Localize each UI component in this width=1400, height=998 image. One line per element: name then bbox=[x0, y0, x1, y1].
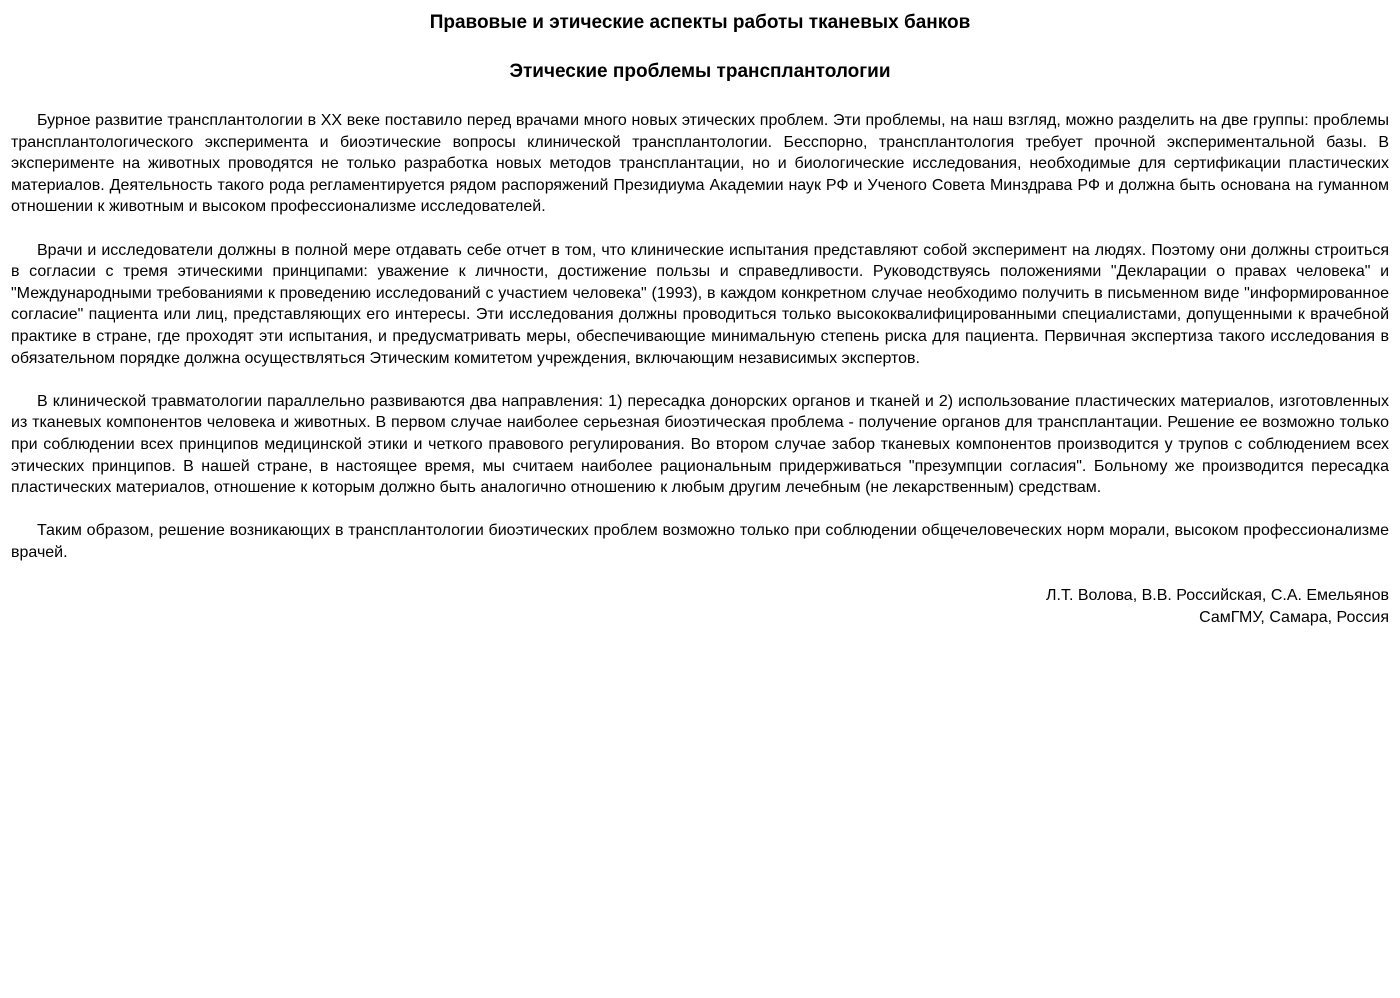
authors-names: Л.Т. Волова, В.В. Российская, С.А. Емельянов bbox=[1046, 587, 1389, 605]
paragraph-conclusion: Таким образом, решение возникающих в трансплантологии биоэтических проблем возможно только при соблюдении общечеловеческих норм морали, высоком профессионализме врачей. bbox=[11, 522, 1389, 561]
authors-block bbox=[11, 585, 1389, 628]
doc-subtitle: Этические проблемы трансплантологии bbox=[509, 61, 891, 82]
paragraph-clinical-trials: Врачи и исследователи должны в полной мере отдавать себе отчет в том, что клинические испытания представляют собой эксперимент на людях. Поэтому они должны строиться в согласии с тремя этическими принципами: уважение к личности, достижение пользы и справедливости. Руководствуясь положениями "Декларации о правах человека" и "Международными требованиями к проведению исследований с участием человека" (1993), в каждом конкретном случае необходимо получить в письменном виде "информированное согласие" пациента или лиц, представляющих его интересы. Эти исследования должны проводиться только высококвалифицированными специалистами, допущенными к врачебной практике в стране, где проходят эти испытания, и предусматривать меры, обеспечивающие минимальную степень риска для пациента. Первичная экспертиза такого исследования в обязательном порядке должна осуществляться Этическим комитетом учреждения, включающим независимых экспертов. bbox=[11, 241, 1389, 367]
paragraph-traumatology: В клинической травматологии параллельно развиваются два направления: 1) пересадка донорских органов и тканей и 2) использование пластических материалов, изготовленных из тканевых компонентов человека и животных. В первом случае наиболее серьезная биоэтическая проблема - получение органов для трансплантации. Решение ее возможно только при соблюдении всех принципов медицинской этики и четкого правового регулирования. Во втором случае забор тканевых компонентов производится у трупов с соблюдением всех этических принципов. В нашей стране, в настоящее время, мы считаем наиболее рациональным придерживаться "презумпции согласия". Больному же производится пересадка пластических материалов, отношение к которым должно быть аналогично отношению к любым другим лечебным (не лекарственным) средствам. bbox=[11, 392, 1389, 497]
paragraph-intro: Бурное развитие трансплантологии в XX веке поставило перед врачами много новых этических проблем. Эти проблемы, на наш взгляд, можно разделить на две группы: проблемы трансплантологического эксперимента и биоэтические вопросы клинической трансплантологии. Бесспорно, трансплантология требует прочной экспериментальной базы. В эксперименте на животных проводятся не только разработка новых методов трансплантации, но и биологические исследования, необходимые для сертификации пластических материалов. Деятельность такого рода регламентируется рядом распоряжений Президиума Академии наук РФ и Ученого Совета Минздрава РФ и должна быть основана на гуманном отношении к животным и высоком профессионализме исследователей. bbox=[11, 112, 1389, 216]
doc-title: Правовые и этические аспекты работы тканевых банков bbox=[429, 12, 971, 33]
authors-affiliation: СамГМУ, Самара, Россия bbox=[1199, 608, 1389, 626]
